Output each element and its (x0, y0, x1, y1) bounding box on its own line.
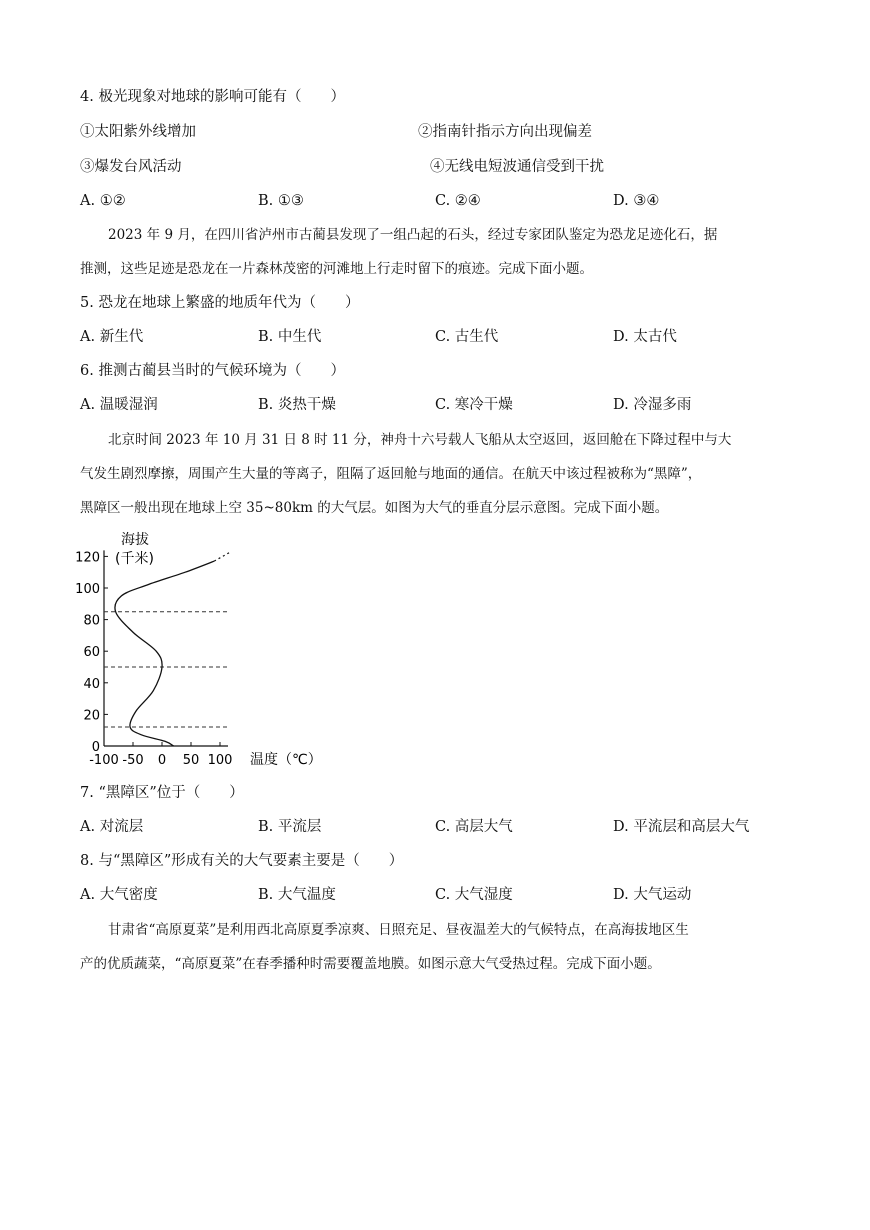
x-tick-label: 0 (157, 753, 167, 768)
y-tick-label: 20 (83, 708, 100, 724)
y-tick-label: 120 (75, 550, 100, 566)
passage1-line2: 推测，这些足迹是恐龙在一片森林茂密的河滩地上行走时留下的痕迹。完成下面小题。 (80, 261, 593, 277)
q6-option-d: D. 冷湿多雨 (613, 397, 692, 413)
q4-option-d: D. ③④ (613, 193, 660, 209)
q6-option-c: C. 寒冷干燥 (435, 397, 513, 413)
y-tick-label: 60 (83, 645, 100, 661)
x-tick-label: 50 (182, 753, 200, 768)
q5-option-b: B. 中生代 (258, 329, 322, 345)
q8-option-c: C. 大气湿度 (435, 887, 513, 903)
q7-option-b: B. 平流层 (258, 819, 322, 835)
x-tick-label: 100 (207, 753, 233, 768)
passage3-line1: 甘肃省“高原夏菜”是利用西北高原夏季凉爽、日照充足、昼夜温差大的气候特点，在高海拔地区生 (108, 922, 689, 938)
q8-option-b: B. 大气温度 (258, 887, 336, 903)
q4-item-4: ④无线电短波通信受到干扰 (430, 159, 604, 175)
y-tick-label: 100 (75, 582, 100, 597)
q5-option-d: D. 太古代 (613, 329, 677, 345)
x-tick-label: -100 (89, 753, 119, 768)
temperature-curve (115, 561, 214, 746)
chart-ylabel-line1: 海拔 (121, 532, 149, 548)
passage2-line2: 气发生剧烈摩擦，周围产生大量的等离子，阻隔了返回舱与地面的通信。在航天中该过程被称为“黑障”， (80, 466, 702, 482)
q7-option-a: A. 对流层 (80, 819, 144, 835)
y-tick-label: 40 (83, 676, 100, 692)
x-tick-label: -50 (122, 753, 144, 768)
q6-option-b: B. 炎热干燥 (258, 397, 336, 413)
passage3-line2: 产的优质蔬菜，“高原夏菜”在春季播种时需要覆盖地膜。如图示意大气受热过程。完成下面小题。 (80, 956, 661, 972)
q4-item-3: ③爆发台风活动 (80, 159, 182, 175)
q6-stem: 6. 推测古蔺县当时的气候环境为（ ） (80, 363, 345, 379)
q4-item-1: ①太阳紫外线增加 (80, 124, 196, 140)
q4-stem: 4. 极光现象对地球的影响可能有（ ） (80, 89, 345, 105)
q8-option-a: A. 大气密度 (80, 887, 158, 903)
q6-option-a: A. 温暖湿润 (80, 397, 158, 413)
temperature-curve-extension (214, 552, 230, 561)
q5-stem: 5. 恐龙在地球上繁盛的地质年代为（ ） (80, 295, 360, 311)
y-tick-label: 0 (91, 740, 100, 755)
q8-stem: 8. 与“黑障区”形成有关的大气要素主要是（ ） (80, 853, 404, 869)
atmosphere-layer-chart (75, 528, 338, 773)
passage1-line1: 2023 年 9 月，在四川省泸州市古蔺县发现了一组凸起的石头，经过专家团队鉴定为恐龙足迹化石，据 (108, 227, 718, 243)
passage2-line3: 黑障区一般出现在地球上空 35~80km 的大气层。如图为大气的垂直分层示意图。完成下面小题。 (80, 500, 669, 516)
chart-ylabel-line2: (千米) (115, 551, 154, 567)
q5-option-c: C. 古生代 (435, 329, 499, 345)
q4-item-2: ②指南针指示方向出现偏差 (418, 124, 592, 140)
y-tick-label: 80 (83, 613, 100, 629)
q4-option-c: C. ②④ (435, 193, 481, 209)
q7-option-c: C. 高层大气 (435, 819, 513, 835)
chart-xlabel: 温度（℃） (250, 752, 322, 768)
q8-option-d: D. 大气运动 (613, 887, 692, 903)
q4-option-a: A. ①② (80, 193, 126, 209)
q4-option-b: B. ①③ (258, 193, 304, 209)
passage2-line1: 北京时间 2023 年 10 月 31 日 8 时 11 分，神舟十六号载人飞船从太空返回，返回舱在下降过程中与大 (108, 432, 732, 448)
q7-option-d: D. 平流层和高层大气 (613, 819, 750, 835)
q5-option-a: A. 新生代 (80, 329, 144, 345)
q7-stem: 7. “黑障区”位于（ ） (80, 785, 244, 801)
